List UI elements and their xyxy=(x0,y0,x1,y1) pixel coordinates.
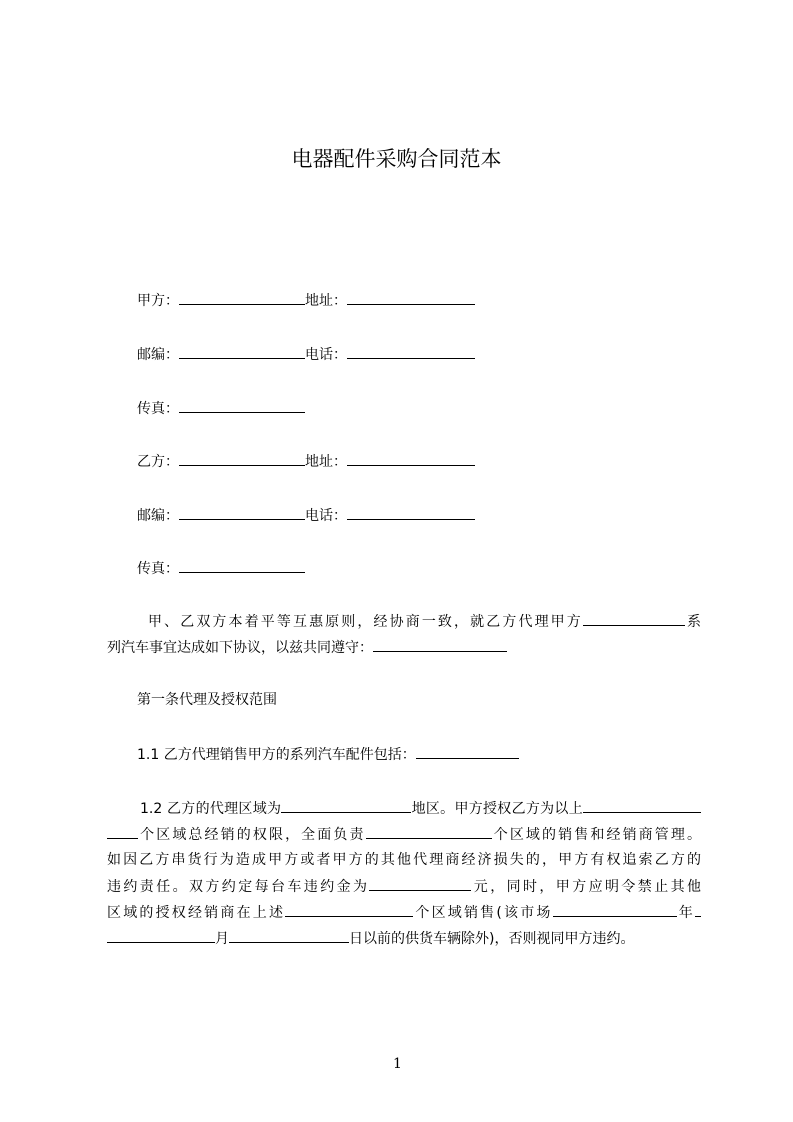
phone-label: 电话： xyxy=(305,347,347,363)
postcode-blank[interactable] xyxy=(179,505,305,520)
page-number: 1 xyxy=(393,1056,402,1072)
intro-line-2 xyxy=(107,637,507,657)
address-label: 地址： xyxy=(305,293,347,309)
clause-1-2-line-5 xyxy=(107,902,701,922)
region-sales-blank[interactable] xyxy=(285,902,413,917)
party-a-line xyxy=(137,290,475,310)
year-blank[interactable] xyxy=(695,902,701,917)
clause-text: 区域的授权经销商在上述 xyxy=(107,905,286,921)
month-blank[interactable] xyxy=(107,928,215,943)
region-count-blank[interactable] xyxy=(583,798,701,813)
fax-blank[interactable] xyxy=(179,398,305,413)
phone-blank[interactable] xyxy=(347,505,475,520)
phone-blank[interactable] xyxy=(347,344,475,359)
clause-text: 违约责任。双方约定每台车违约金为 xyxy=(107,879,370,895)
clause-1-2-line-6 xyxy=(107,928,634,948)
clause-text: 1.1 乙方代理销售甲方的系列汽车配件包括： xyxy=(137,747,416,763)
series-blank[interactable] xyxy=(583,611,685,626)
party-b-fax-line xyxy=(137,558,305,578)
market-blank[interactable] xyxy=(553,902,677,917)
address-label: 地址： xyxy=(305,454,347,470)
clause-text: 地区。甲方授权乙方为以上 xyxy=(411,801,584,817)
party-a-fax-line xyxy=(137,398,305,418)
intro-text: 系 xyxy=(684,614,702,630)
party-b-postcode-line xyxy=(137,505,475,525)
clause-text: 1.2 乙方的代理区域为 xyxy=(140,801,282,817)
phone-label: 电话： xyxy=(305,508,347,524)
parts-blank[interactable] xyxy=(416,744,519,759)
fax-label: 传真： xyxy=(137,561,179,577)
party-b-line xyxy=(137,451,475,471)
intro-line-1 xyxy=(148,611,701,631)
clause-1-2-line-2 xyxy=(107,824,701,844)
party-b-address-blank[interactable] xyxy=(347,451,475,466)
clause-1-2-line-1 xyxy=(140,798,701,818)
region-count-blank-cont[interactable] xyxy=(107,824,138,839)
clause-1-2-line-3: 如因乙方串货行为造成甲方或者甲方的其他代理商经济损失的，甲方有权追索乙方的 xyxy=(107,852,701,868)
day-blank[interactable] xyxy=(229,928,349,943)
party-b-blank[interactable] xyxy=(179,451,305,466)
party-a-label: 甲方： xyxy=(137,293,179,309)
responsible-blank[interactable] xyxy=(366,824,492,839)
party-a-postcode-line xyxy=(137,344,475,364)
postcode-label: 邮编： xyxy=(137,508,179,524)
region-blank[interactable] xyxy=(281,798,411,813)
clause-1-2-line-4 xyxy=(107,876,701,896)
clause-text: 元，同时，甲方应明令禁止其他 xyxy=(471,879,702,895)
postcode-blank[interactable] xyxy=(179,344,305,359)
clause-text: 个区域总经销的权限，全面负责 xyxy=(138,827,366,843)
clause-text: 个区域销售(该市场 xyxy=(413,905,553,921)
postcode-label: 邮编： xyxy=(137,347,179,363)
article-1-heading: 第一条代理及授权范围 xyxy=(137,692,277,708)
penalty-blank[interactable] xyxy=(369,876,471,891)
clause-text: 日以前的供货车辆除外)，否则视同甲方违约。 xyxy=(349,931,635,947)
clause-text: 个区域的销售和经销商管理。 xyxy=(491,827,702,843)
party-a-blank[interactable] xyxy=(179,290,305,305)
intro-text: 列汽车事宜达成如下协议，以兹共同遵守： xyxy=(107,640,373,656)
fax-blank[interactable] xyxy=(179,558,305,573)
clause-1-1 xyxy=(137,744,519,764)
clause-text: 月 xyxy=(215,931,229,947)
fax-label: 传真： xyxy=(137,401,179,417)
document-title: 电器配件采购合同范本 xyxy=(291,147,502,171)
intro-blank[interactable] xyxy=(373,637,507,652)
clause-text: 年 xyxy=(676,905,696,921)
party-b-label: 乙方： xyxy=(137,454,179,470)
intro-text: 甲、乙双方本着平等互惠原则，经协商一致，就乙方代理甲方 xyxy=(148,614,583,630)
party-a-address-blank[interactable] xyxy=(347,290,475,305)
